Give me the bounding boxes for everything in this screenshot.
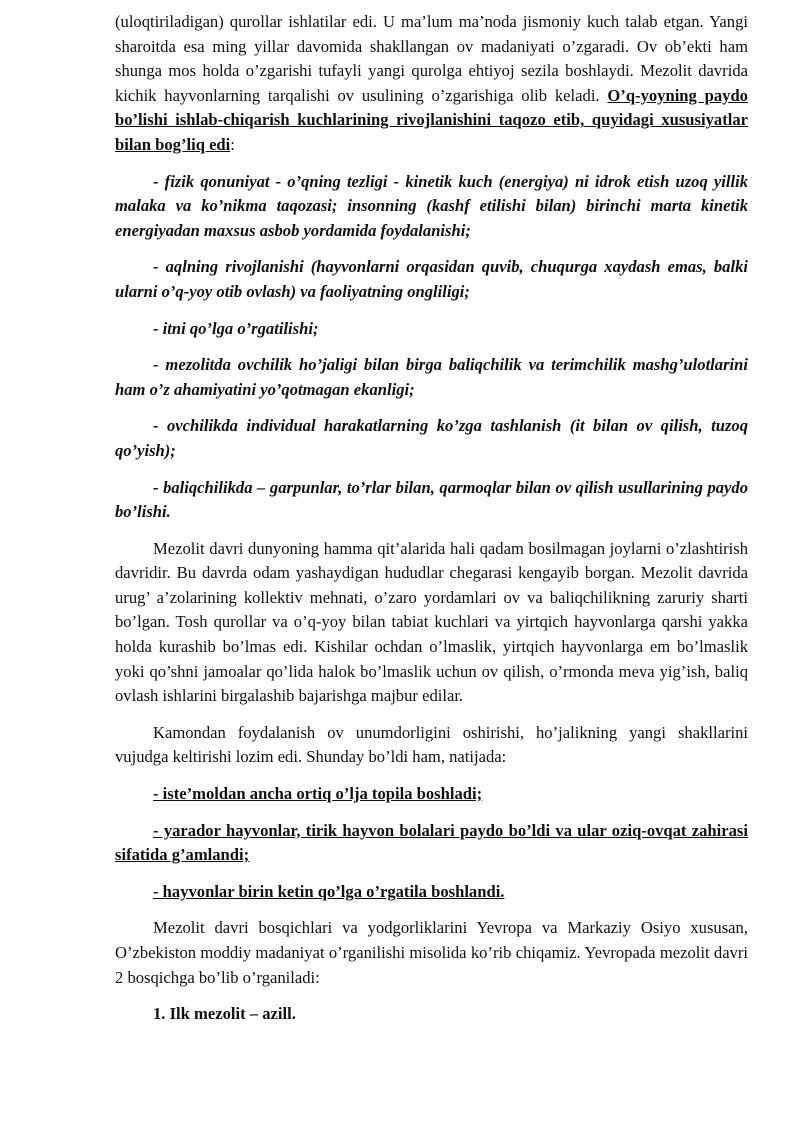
intro-lead: (uloqtiriladigan) qurollar ishlatilar edi. U ma’lum ma’noda jismoniy kuch talab etgan. Yangi sharoitda esa ming yillar davomida shakllangan ov madaniyati o’zgaradi. Ov ob’ekti ham shunga mos holda o’zgarishi tufayli yangi qurolga ehtiyoj sezila boshlaydi. Mezolit davrida kichik hayvonlarning tarqalishi ov usulining o’zgarishiga olib keladi. — [115, 12, 748, 105]
section-heading: 1. Ilk mezolit – azill. — [153, 1004, 296, 1024]
body-paragraph: Kamondan foydalanish ov unumdorligini oshirishi, ho’jalikning yangi shakllarini vujudga keltirishi lozim edi. Shunday bo’ldi ham, natijada: — [115, 722, 748, 767]
body-paragraph: Mezolit davri dunyoning hamma qit’alarida hali qadam bosilmagan joylarni o’zlashtirish davridir. Bu davrda odam yashaydigan hududlar chegarasi kengayib borgan. Mezolit davrida urug’ a’zolarining kollektiv mehnati, o’zaro yordamlari ov va baliqchilikning zaruriy sharti bo’lgan. Tosh qurollar va o’q-yoy bilan tabiat kuchlari va yirtqich hayvonlarga qarshi yakka holda kurashib bo’lmas edi. Kishilar ochdan o’lmaslik, yirtqich hayvonlarga em bo’lmaslik yoki qo’shni jamoalar qo’lida halok bo’lmaslik uchun ov qilish, o’rmonda meva yig’ish, baliq ovlash ishlarini birgalashib bajarishga majbur edilar. — [115, 538, 748, 706]
feature-item: - itni qo’lga o’rgatilishi; — [153, 318, 319, 338]
document-page — [115, 10, 748, 1027]
intro-tail: : — [230, 134, 235, 154]
intro-paragraph — [115, 10, 748, 158]
result-item: - yarador hayvonlar, tirik hayvon bolalari paydo bo’ldi va ular oziq-ovqat zahirasi sifatida g’amlandi; — [115, 820, 748, 865]
result-item: - hayvonlar birin ketin qo’lga o’rgatila boshlandi. — [153, 881, 505, 901]
feature-item: - ovchilikda individual harakatlarning ko’zga tashlanish (it bilan ov qilish, tuzoq qo’yish); — [115, 416, 748, 460]
feature-item: - aqlning rivojlanishi (hayvonlarni orqasidan quvib, chuqurga xaydash emas, balki ularni o’q-yoy otib ovlash) va faoliyatning ongliligi; — [115, 257, 748, 301]
feature-item: - baliqchilikda – garpunlar, to’rlar bilan, qarmoqlar bilan ov qilish usullarining paydo bo’lishi. — [115, 477, 748, 522]
feature-item: - mezolitda ovchilik ho’jaligi bilan birga baliqchilik va terimchilik mashg’ulotlarini ham o’z ahamiyatini yo’qotmagan ekanligi; — [115, 355, 748, 399]
body-paragraph: Mezolit davri bosqichlari va yodgorliklarini Yevropa va Markaziy Osiyo xususan, O’zbekiston moddiy madaniyat o’rganilishi misolida ko’rib chiqamiz. Yevropada mezolit davri 2 bosqichga bo’lib o’rganiladi: — [115, 918, 748, 987]
feature-item: - fizik qonuniyat - o’qning tezligi - kinetik kuch (energiya) ni idrok etish uzoq yillik malaka va ko’nikma taqozasi; insonning (kashf etilishi bilan) birinchi marta kinetik energiyadan maxsus asbob yordamida foydalanishi; — [115, 171, 748, 240]
intro-emphasis: O’q-yoyning paydo bo’lishi ishlab-chiqarish kuchlarining rivojlanishini taqozo etib, quyidagi xususiyatlar bilan bog’liq edi — [115, 85, 748, 154]
result-item: - iste’moldan ancha ortiq o’lja topila boshladi; — [153, 784, 483, 804]
